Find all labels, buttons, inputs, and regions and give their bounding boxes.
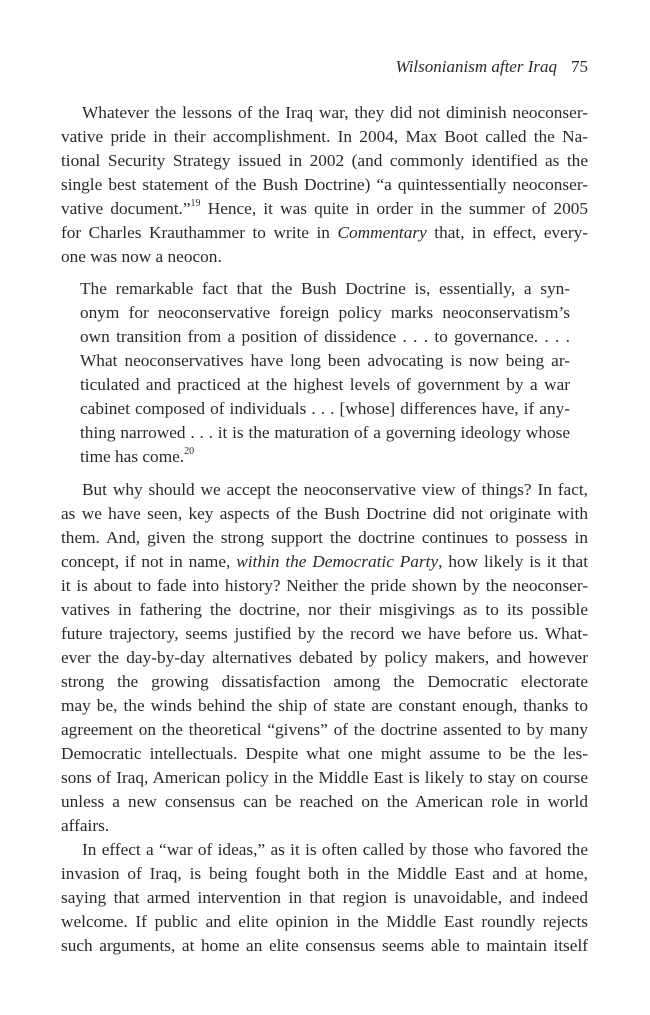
text-line: ever the day-by-day alternatives debated by policy makers, and however: [61, 648, 588, 667]
text-fragment: , how likely is it that: [438, 552, 588, 571]
text-fragment: concept, if not in name,: [61, 552, 237, 571]
publication-title: Commentary: [337, 223, 427, 242]
running-head: [395, 57, 588, 77]
paragraph-1: [61, 101, 588, 269]
text-fragment: Hence, it was quite in order in the summer of 2005: [200, 199, 588, 218]
quote-line: [80, 445, 570, 469]
text-line: affairs.: [61, 816, 110, 835]
footnote-ref-20: 20: [184, 446, 195, 458]
text-fragment: that, in effect, every-: [426, 223, 588, 242]
quote-line: ticulated and practiced at the highest levels of government by a war: [80, 375, 570, 394]
page-number: 75: [571, 57, 588, 76]
text-line: invasion of Iraq, is being fought both in the Middle East and at home,: [61, 864, 588, 883]
text-line: may be, the winds behind the ship of state are constant enough, thanks to: [61, 696, 588, 715]
text-line: vative pride in their accomplishment. In 2004, Max Boot called the Na-: [61, 127, 588, 146]
text-line: Whatever the lessons of the Iraq war, they did not diminish neoconser-: [82, 103, 588, 122]
running-head-title: Wilsonianism after Iraq: [395, 57, 557, 76]
text-line: such arguments, at home an elite consensus seems able to maintain itself: [61, 936, 588, 955]
text-line: In effect a “war of ideas,” as it is often called by those who favored the: [82, 840, 588, 859]
text-fragment: for Charles Krauthammer to write in: [61, 223, 338, 242]
text-line: it is about to fade into history? Neither the pride shown by the neoconser-: [61, 576, 588, 595]
quote-line: cabinet composed of individuals . . . [whose] differences have, if any-: [80, 399, 570, 418]
text-line: [61, 197, 588, 221]
text-line: tional Security Strategy issued in 2002 (and commonly identified as the: [61, 151, 588, 170]
quote-line: onym for neoconservative foreign policy marks neoconservatism’s: [80, 303, 570, 322]
text-line: single best statement of the Bush Doctrine) “a quintessentially neoconser-: [61, 175, 588, 194]
quote-line: own transition from a position of dissidence . . . to governance. . . .: [80, 327, 570, 346]
text-fragment: time has come.: [80, 447, 185, 466]
text-fragment: vative document.”: [61, 199, 191, 218]
block-quote: [61, 277, 570, 469]
footnote-ref-19: 19: [190, 198, 201, 210]
text-line: them. And, given the strong support the doctrine continues to possess in: [61, 528, 588, 547]
text-line: Democratic intellectuals. Despite what one might assume to be the les-: [61, 744, 588, 763]
text-line: strong the growing dissatisfaction among the Democratic electorate: [61, 672, 588, 691]
paragraph-3: [61, 838, 588, 958]
text-line: vatives in fathering the doctrine, nor their misgivings as to its possible: [61, 600, 588, 619]
text-line: future trajectory, seems justified by the record we have before us. What-: [61, 624, 588, 643]
text-line: [61, 221, 588, 245]
text-line: welcome. If public and elite opinion in the Middle East roundly rejects: [61, 912, 588, 931]
emphasis-text: within the Democratic Party: [236, 552, 439, 571]
text-line: But why should we accept the neoconservative view of things? In fact,: [82, 480, 588, 499]
quote-line: thing narrowed . . . it is the maturation of a governing ideology whose: [80, 423, 570, 442]
text-line: sons of Iraq, American policy in the Middle East is likely to stay on course: [61, 768, 588, 787]
paragraph-2: [61, 478, 588, 838]
quote-line: What neoconservatives have long been advocating is now being ar-: [80, 351, 570, 370]
body-text: [61, 101, 588, 958]
text-line: as we have seen, key aspects of the Bush Doctrine did not originate with: [61, 504, 588, 523]
text-line: saying that armed intervention in that region is unavoidable, and indeed: [61, 888, 588, 907]
text-line: one was now a neocon.: [61, 247, 222, 266]
quote-line: The remarkable fact that the Bush Doctrine is, essentially, a syn-: [80, 279, 570, 298]
text-line: [61, 550, 588, 574]
text-line: agreement on the theoretical “givens” of the doctrine assented to by many: [61, 720, 588, 739]
text-line: unless a new consensus can be reached on the American role in world: [61, 792, 588, 811]
